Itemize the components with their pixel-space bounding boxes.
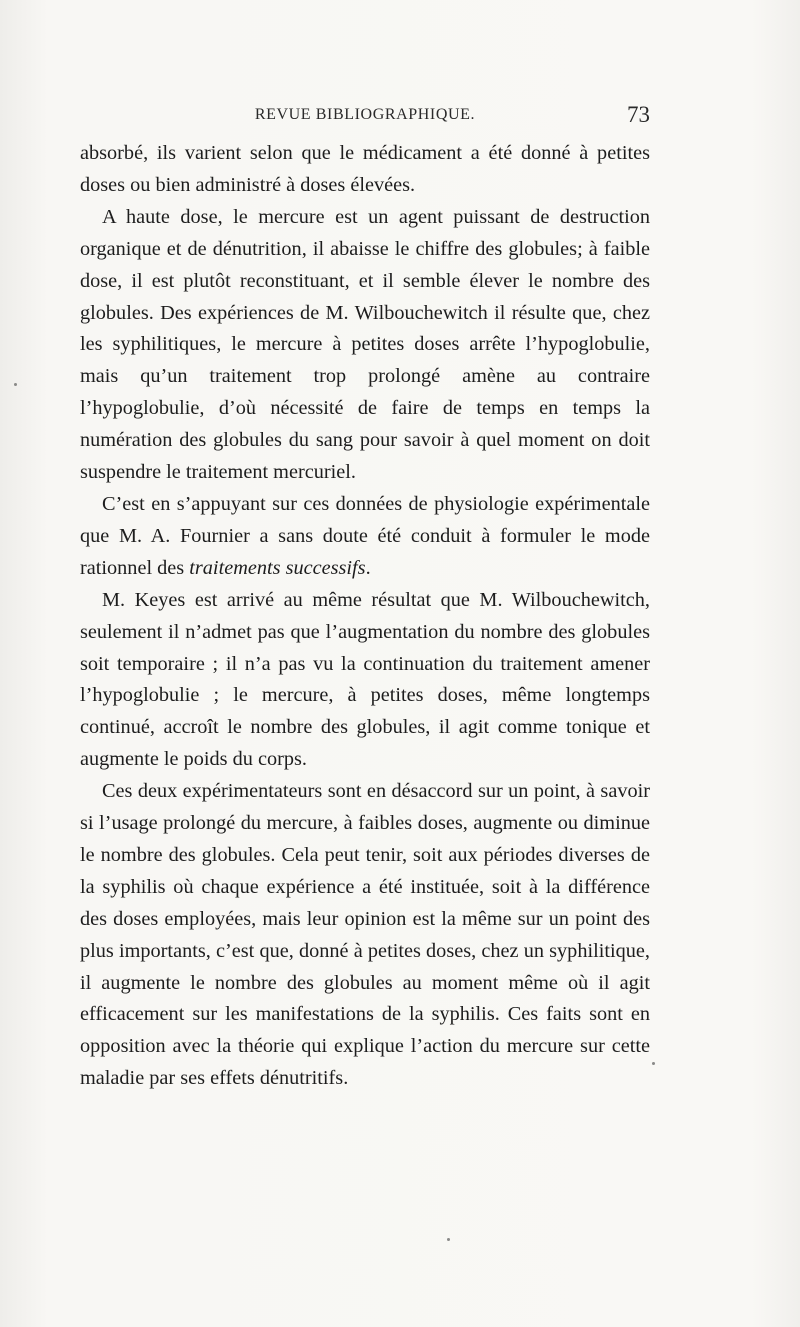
paragraph-1: absorbé, ils varient selon que le médicament a été donné à petites doses ou bien administré à doses élevées. bbox=[80, 142, 650, 196]
paragraph-4: M. Keyes est arrivé au même résultat que M. Wilbouchewitch, seulement il n’admet pas que l’augmentation du nombre des globules soit temporaire ; il n’a pas vu la continuation du traitement amener l’hypoglobulie ; le mercure, à petites doses, même longtemps continué, accroît le nombre des globules, il agit comme tonique et augmente le poids du corps. bbox=[80, 588, 650, 771]
running-title: REVUE BIBLIOGRAPHIQUE. bbox=[254, 106, 476, 123]
paragraph-5: Ces deux expérimentateurs sont en désaccord sur un point, à savoir si l’usage prolongé du mercure, à faibles doses, augmente ou diminue le nombre des globules. Cela peut tenir, soit aux périodes diverses de la syphilis où chaque expérience a été instituée, soit à la différence des doses employées, mais leur opinion est la même sur un point des plus importants, c’est que, donné à petites doses, chez un syphilitique, il augmente le nombre des globules au moment même où il agit efficacement sur les manifestations de la syphilis. Ces faits sont en opposition avec la théorie qui explique l’action du mercure sur cette maladie par ses effets dénutritifs. bbox=[80, 780, 650, 1090]
paper-speck bbox=[14, 383, 17, 386]
paragraph-3-text: C’est en s’appuyant sur ces données de physiologie expérimentale que M. A. Fournier a sans doute été conduit à formuler le mode rationnel des bbox=[80, 492, 650, 579]
paper-speck bbox=[447, 1238, 450, 1241]
running-head bbox=[80, 102, 650, 130]
paper-speck bbox=[652, 1062, 655, 1065]
paragraph-3-end: . bbox=[365, 556, 371, 579]
paragraph-3 bbox=[80, 489, 650, 585]
paragraph-2: A haute dose, le mercure est un agent puissant de destruction organique et de dénutrition, il abaisse le chiffre des globules; à faible dose, il est plutôt reconstituant, et il semble élever le nombre des globules. Des expériences de M. Wilbouchewitch il résulte que, chez les syphilitiques, le mercure à petites doses arrête l’hypoglobulie, mais qu’un traitement trop prolongé amène au contraire l’hypoglobulie, d’où nécessité de faire de temps en temps la numération des globules du sang pour savoir à quel moment on doit suspendre le traitement mercuriel. bbox=[80, 205, 650, 484]
italic-term: traitements successifs bbox=[189, 556, 366, 579]
body-text bbox=[80, 138, 650, 1095]
page-number: 73 bbox=[627, 102, 650, 127]
